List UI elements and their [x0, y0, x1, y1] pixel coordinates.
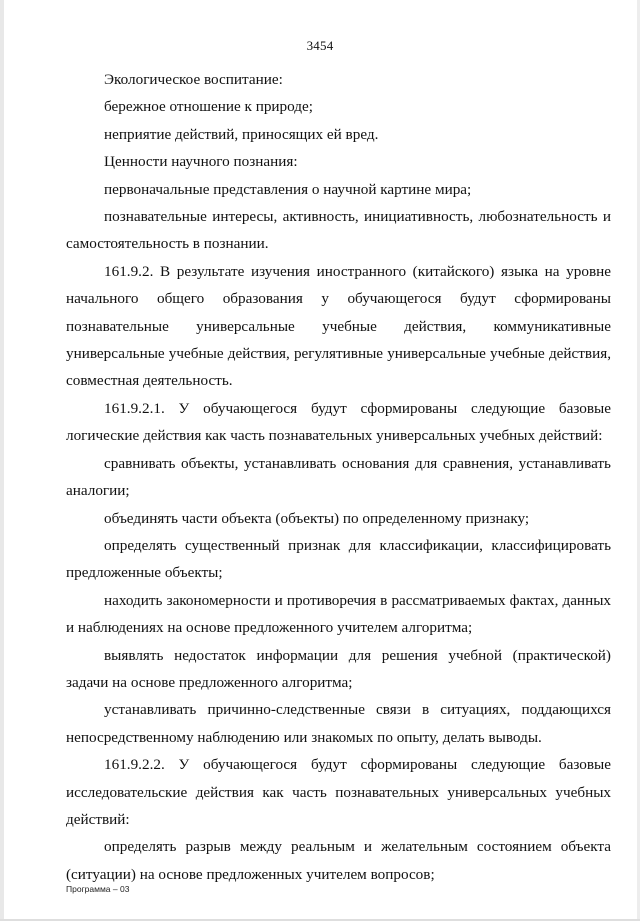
paragraph-find-patterns: находить закономерности и противоречия в рассматриваемых фактах, данных и наблюдениях на основе предложенного учителем алгоритма;	[66, 591, 611, 637]
paragraph-cause-effect: устанавливать причинно-следственные связи в ситуациях, поддающихся непосредственному наблюдению или знакомых по опыту, делать выводы.	[66, 701, 611, 746]
page-number: 3454	[306, 38, 334, 53]
paragraph-compare-objects: сравнивать объекты, устанавливать основания для сравнения, устанавливать аналогии;	[66, 454, 611, 500]
paragraph-161-9-2-2: 161.9.2.2. У обучающегося будут сформированы следующие базовые исследовательские действия как часть познавательных универсальных учебных действий:	[66, 756, 611, 828]
document-body	[66, 66, 611, 888]
scan-edge-left	[0, 0, 4, 921]
paragraph-161-9-2-1: 161.9.2.1. У обучающегося будут сформированы следующие базовые логические действия как часть познавательных универсальных учебных действий:	[66, 399, 611, 445]
paragraph-gap-state: определять разрыв между реальным и желательным состоянием объекта (ситуации) на основе предложенных учителем вопросов;	[66, 838, 611, 883]
paragraph-scientific-heading: Ценности научного познания:	[104, 153, 298, 171]
paragraph-combine-parts: объединять части объекта (объекты) по определенному признаку;	[104, 509, 530, 527]
footer-program-label: Программа – 03	[66, 884, 130, 894]
paragraph-cognitive-interests: познавательные интересы, активность, инициативность, любознательность и самостоятельность в познании.	[66, 208, 611, 253]
paragraph-classify: определять существенный признак для классификации, классифицировать предложенные объекты;	[66, 536, 611, 582]
paragraph-world-picture: первоначальные представления о научной картине мира;	[104, 180, 472, 198]
paragraph-ecological-heading: Экологическое воспитание:	[104, 71, 283, 88]
paragraph-161-9-2: 161.9.2. В результате изучения иностранного (китайского) языка на уровне начального общего образования у обучающегося будут сформированы познавательные универсальные учебные действия, коммуникативные универсальные учебные действия, регулятивные универсальные учебные действия, совместная деятельность.	[66, 262, 611, 390]
paragraph-reject-harm: неприятие действий, приносящих ей вред.	[104, 125, 379, 143]
paragraph-info-lack: выявлять недостаток информации для решения учебной (практической) задачи на основе предложенного алгоритма;	[66, 646, 611, 691]
paragraph-care-nature: бережное отношение к природе;	[104, 98, 313, 116]
